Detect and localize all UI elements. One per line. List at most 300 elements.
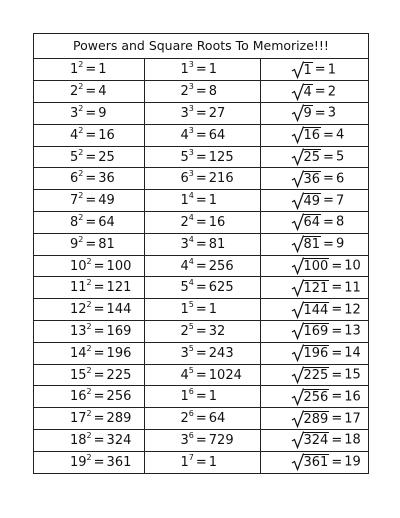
table-row	[34, 124, 368, 146]
result: 19	[344, 454, 361, 470]
root-cell	[260, 212, 368, 234]
exponent: 2	[78, 103, 84, 113]
power-expression	[180, 234, 226, 252]
root-cell	[260, 190, 368, 212]
exponent: 2	[86, 321, 92, 331]
table-row	[34, 146, 368, 168]
root-expression	[291, 389, 361, 405]
equals-sign: =	[331, 389, 343, 405]
result: 6	[335, 171, 345, 187]
square-cell	[34, 386, 144, 408]
root-cell	[260, 321, 368, 343]
base: 3	[180, 105, 189, 121]
root-expression	[291, 302, 361, 318]
result: 2	[327, 84, 336, 100]
square-cell	[34, 255, 144, 277]
radical-icon	[291, 60, 304, 79]
root-cell	[260, 103, 368, 125]
square-root-sign	[291, 389, 330, 405]
square-cell	[34, 81, 144, 103]
power-expression	[180, 147, 234, 165]
power-cell	[144, 277, 260, 299]
radicand: 100	[303, 259, 329, 275]
equals-sign: =	[93, 258, 105, 274]
base: 3	[180, 236, 189, 252]
equals-sign: =	[331, 280, 343, 296]
equals-sign: =	[85, 214, 97, 230]
radicand: 36	[303, 171, 321, 187]
power-expression	[181, 411, 226, 426]
equals-sign: =	[323, 149, 334, 165]
result: 5	[335, 149, 345, 165]
table-row	[34, 430, 368, 452]
root-cell	[260, 277, 368, 299]
equals-sign: =	[85, 171, 97, 187]
square-root-sign	[291, 149, 322, 165]
power-cell	[144, 168, 260, 190]
result: 3	[327, 105, 336, 121]
power-expression	[181, 171, 234, 186]
root-expression	[291, 454, 361, 470]
power-cell	[144, 255, 260, 277]
square-cell	[34, 233, 144, 255]
equals-sign: =	[93, 411, 105, 427]
base: 1	[70, 62, 79, 78]
result: 1	[208, 302, 218, 318]
equals-sign: =	[314, 84, 326, 100]
radicand: 25	[303, 150, 321, 166]
power-cell	[144, 81, 260, 103]
power-expression	[70, 125, 115, 143]
result: 225	[106, 367, 132, 383]
root-cell	[260, 430, 368, 452]
square-root-sign	[291, 454, 330, 470]
exponent: 4	[188, 278, 194, 288]
power-cell	[144, 430, 260, 452]
base: 1	[180, 389, 189, 405]
base: 3	[180, 345, 189, 361]
root-expression	[291, 84, 336, 100]
radical-icon	[291, 212, 304, 231]
base: 2	[70, 84, 79, 100]
result: 81	[98, 236, 115, 252]
radical-icon	[291, 387, 304, 406]
result: 64	[208, 127, 226, 143]
equals-sign: =	[323, 236, 334, 252]
square-cell	[34, 146, 144, 168]
square-root-sign	[291, 258, 330, 274]
result: 8	[208, 84, 218, 100]
power-expression	[70, 193, 115, 208]
base: 9	[70, 236, 79, 252]
radicand: 196	[303, 346, 329, 362]
square-cell	[34, 168, 144, 190]
base: 10	[70, 258, 87, 274]
radicand: 361	[303, 455, 329, 471]
equals-sign: =	[331, 454, 343, 470]
square-root-sign	[291, 171, 322, 187]
result: 4	[98, 84, 107, 100]
square-root-sign	[291, 302, 330, 318]
equals-sign: =	[331, 345, 343, 361]
base: 1	[180, 62, 189, 78]
square-cell	[34, 299, 144, 321]
power-expression	[181, 280, 234, 295]
root-expression	[291, 323, 361, 339]
power-cell	[144, 342, 260, 364]
power-cell	[144, 146, 260, 168]
square-cell	[34, 212, 144, 234]
result: 8	[335, 214, 345, 230]
result: 17	[344, 411, 361, 427]
table-row	[34, 168, 368, 190]
root-cell	[260, 451, 368, 473]
equals-sign: =	[195, 149, 207, 165]
radical-icon	[291, 343, 304, 362]
base: 19	[70, 454, 87, 470]
equals-sign: =	[195, 171, 207, 187]
square-cell	[34, 103, 144, 125]
result: 9	[98, 105, 107, 121]
result: 196	[106, 345, 132, 361]
square-cell	[34, 408, 144, 430]
base: 5	[180, 149, 189, 165]
powers-table	[34, 59, 368, 473]
base: 4	[180, 127, 189, 143]
square-root-sign	[291, 236, 322, 252]
power-expression	[70, 280, 131, 295]
radical-icon	[291, 191, 304, 210]
equals-sign: =	[85, 105, 97, 121]
base: 5	[180, 280, 189, 296]
table-row	[34, 408, 368, 430]
power-expression	[70, 256, 132, 274]
radicand: 324	[303, 433, 329, 449]
reference-sheet	[33, 33, 369, 474]
table-row	[34, 190, 368, 212]
power-expression	[180, 103, 226, 121]
result: 256	[208, 258, 234, 274]
power-expression	[180, 256, 234, 274]
result: 64	[98, 214, 115, 230]
radical-icon	[291, 321, 304, 340]
exponent: 2	[86, 409, 92, 419]
result: 15	[344, 367, 361, 383]
root-cell	[260, 342, 368, 364]
result: 9	[335, 236, 345, 252]
result: 14	[344, 345, 361, 361]
equals-sign: =	[195, 84, 207, 100]
power-expression	[180, 343, 234, 361]
equals-sign: =	[195, 214, 207, 230]
equals-sign: =	[195, 323, 207, 339]
exponent: 2	[78, 169, 84, 179]
root-cell	[260, 124, 368, 146]
exponent: 7	[188, 452, 194, 462]
result: 81	[208, 236, 226, 252]
exponent: 2	[86, 452, 92, 462]
equals-sign: =	[85, 127, 97, 143]
power-expression	[70, 430, 132, 448]
power-expression	[70, 343, 132, 361]
equals-sign: =	[93, 432, 105, 448]
square-cell	[34, 451, 144, 473]
exponent: 4	[188, 191, 194, 201]
power-expression	[181, 84, 218, 99]
equals-sign: =	[93, 323, 105, 339]
base: 14	[70, 345, 87, 361]
root-expression	[291, 367, 361, 383]
power-expression	[70, 62, 107, 77]
power-expression	[70, 321, 132, 339]
result: 1	[98, 62, 107, 78]
equals-sign: =	[93, 367, 105, 383]
power-cell	[144, 386, 260, 408]
table-row	[34, 321, 368, 343]
table-row	[34, 386, 368, 408]
exponent: 6	[188, 387, 194, 397]
radicand: 225	[303, 368, 329, 384]
result: 64	[208, 411, 226, 427]
power-expression	[180, 452, 218, 470]
base: 15	[70, 367, 87, 383]
result: 32	[208, 323, 226, 339]
root-cell	[260, 233, 368, 255]
power-expression	[70, 171, 115, 186]
table-row	[34, 451, 368, 473]
square-cell	[34, 430, 144, 452]
power-expression	[180, 365, 242, 383]
exponent: 3	[188, 60, 194, 70]
power-expression	[70, 147, 115, 165]
exponent: 2	[86, 300, 92, 310]
equals-sign: =	[85, 62, 97, 78]
exponent: 6	[188, 409, 194, 419]
equals-sign: =	[323, 127, 334, 143]
radicand: 81	[303, 237, 321, 253]
power-expression	[180, 125, 226, 143]
equals-sign: =	[331, 258, 343, 274]
radical-icon	[291, 147, 304, 166]
exponent: 2	[86, 365, 92, 375]
radicand: 256	[303, 389, 329, 405]
equals-sign: =	[195, 454, 207, 470]
root-cell	[260, 81, 368, 103]
result: 289	[106, 411, 132, 427]
result: 11	[344, 280, 361, 296]
exponent: 4	[188, 234, 194, 244]
result: 36	[98, 171, 115, 187]
base: 16	[70, 389, 87, 405]
base: 2	[180, 214, 189, 230]
result: 1	[327, 62, 336, 78]
root-expression	[291, 411, 361, 427]
power-expression	[180, 430, 234, 448]
square-cell	[34, 124, 144, 146]
square-cell	[34, 59, 144, 81]
radical-icon	[291, 278, 304, 297]
equals-sign: =	[85, 84, 97, 100]
radical-icon	[291, 125, 304, 144]
exponent: 5	[188, 321, 194, 331]
root-cell	[260, 59, 368, 81]
result: 324	[106, 432, 132, 448]
equals-sign: =	[195, 432, 207, 448]
radicand: 49	[303, 193, 321, 209]
power-cell	[144, 103, 260, 125]
result: 1	[208, 389, 218, 405]
exponent: 4	[188, 256, 194, 266]
exponent: 5	[188, 365, 194, 375]
result: 49	[98, 193, 115, 209]
square-root-sign	[291, 432, 330, 448]
equals-sign: =	[195, 367, 207, 383]
radical-icon	[291, 234, 304, 253]
power-expression	[180, 321, 226, 339]
base: 6	[70, 171, 79, 187]
result: 10	[344, 258, 361, 274]
root-cell	[260, 146, 368, 168]
exponent: 6	[188, 430, 194, 440]
radicand: 9	[303, 106, 312, 122]
equals-sign: =	[93, 302, 105, 318]
equals-sign: =	[314, 62, 326, 78]
root-expression	[291, 214, 345, 230]
radicand: 64	[303, 215, 321, 231]
table-body	[34, 59, 368, 473]
radicand: 1	[303, 62, 312, 78]
base: 1	[180, 193, 189, 209]
exponent: 2	[78, 234, 84, 244]
root-cell	[260, 386, 368, 408]
exponent: 2	[86, 256, 92, 266]
square-root-sign	[291, 84, 313, 100]
square-cell	[34, 364, 144, 386]
result: 361	[106, 454, 132, 470]
equals-sign: =	[93, 345, 105, 361]
result: 12	[344, 302, 361, 318]
radical-icon	[291, 452, 304, 471]
table-row	[34, 299, 368, 321]
square-root-sign	[291, 367, 330, 383]
base: 8	[70, 214, 79, 230]
base: 6	[180, 171, 189, 187]
square-root-sign	[291, 62, 313, 78]
root-expression	[291, 345, 361, 361]
equals-sign: =	[85, 193, 97, 209]
equals-sign: =	[195, 62, 207, 78]
square-root-sign	[291, 127, 322, 143]
radical-icon	[291, 409, 304, 428]
equals-sign: =	[93, 280, 105, 296]
radical-icon	[291, 169, 304, 188]
square-cell	[34, 342, 144, 364]
equals-sign: =	[85, 236, 97, 252]
root-cell	[260, 168, 368, 190]
power-cell	[144, 59, 260, 81]
sheet-title: Powers and Square Roots To Memorize!!!	[34, 34, 368, 59]
table-row	[34, 233, 368, 255]
power-expression	[70, 411, 131, 426]
square-root-sign	[291, 193, 322, 209]
radicand: 4	[303, 84, 312, 100]
power-cell	[144, 190, 260, 212]
table-row	[34, 342, 368, 364]
power-expression	[70, 84, 107, 99]
exponent: 3	[188, 125, 194, 135]
equals-sign: =	[195, 302, 207, 318]
result: 256	[106, 389, 132, 405]
power-expression	[70, 234, 115, 252]
square-cell	[34, 321, 144, 343]
square-root-sign	[291, 280, 330, 296]
exponent: 3	[188, 169, 194, 179]
power-cell	[144, 212, 260, 234]
square-root-sign	[291, 214, 322, 230]
result: 1	[208, 193, 218, 209]
result: 125	[208, 149, 234, 165]
result: 4	[335, 127, 345, 143]
root-cell	[260, 255, 368, 277]
exponent: 5	[188, 343, 194, 353]
equals-sign: =	[195, 389, 207, 405]
result: 16	[98, 127, 115, 143]
equals-sign: =	[195, 127, 207, 143]
equals-sign: =	[195, 280, 207, 296]
power-expression	[70, 302, 131, 317]
base: 1	[180, 302, 189, 318]
base: 18	[70, 432, 87, 448]
equals-sign: =	[195, 105, 207, 121]
result: 7	[335, 193, 345, 209]
power-cell	[144, 124, 260, 146]
power-expression	[70, 103, 107, 121]
table-row	[34, 103, 368, 125]
equals-sign: =	[195, 193, 207, 209]
base: 2	[180, 84, 189, 100]
exponent: 3	[188, 82, 194, 92]
base: 3	[180, 432, 189, 448]
square-cell	[34, 190, 144, 212]
power-cell	[144, 451, 260, 473]
result: 1024	[208, 367, 242, 383]
equals-sign: =	[314, 105, 326, 121]
root-cell	[260, 364, 368, 386]
square-cell	[34, 277, 144, 299]
equals-sign: =	[331, 367, 343, 383]
power-expression	[70, 365, 132, 383]
equals-sign: =	[331, 302, 343, 318]
result: 13	[344, 323, 361, 339]
table-row	[34, 212, 368, 234]
exponent: 2	[78, 82, 84, 92]
result: 18	[344, 432, 361, 448]
exponent: 2	[86, 430, 92, 440]
exponent: 2	[78, 212, 84, 222]
exponent: 4	[188, 212, 194, 222]
result: 121	[106, 280, 132, 296]
base: 2	[180, 411, 189, 427]
equals-sign: =	[323, 193, 334, 209]
table-row	[34, 277, 368, 299]
result: 16	[344, 389, 361, 405]
root-expression	[291, 105, 336, 121]
base: 4	[70, 127, 79, 143]
radical-icon	[291, 365, 304, 384]
square-root-sign	[291, 105, 313, 121]
result: 625	[208, 280, 234, 296]
exponent: 2	[78, 60, 84, 70]
